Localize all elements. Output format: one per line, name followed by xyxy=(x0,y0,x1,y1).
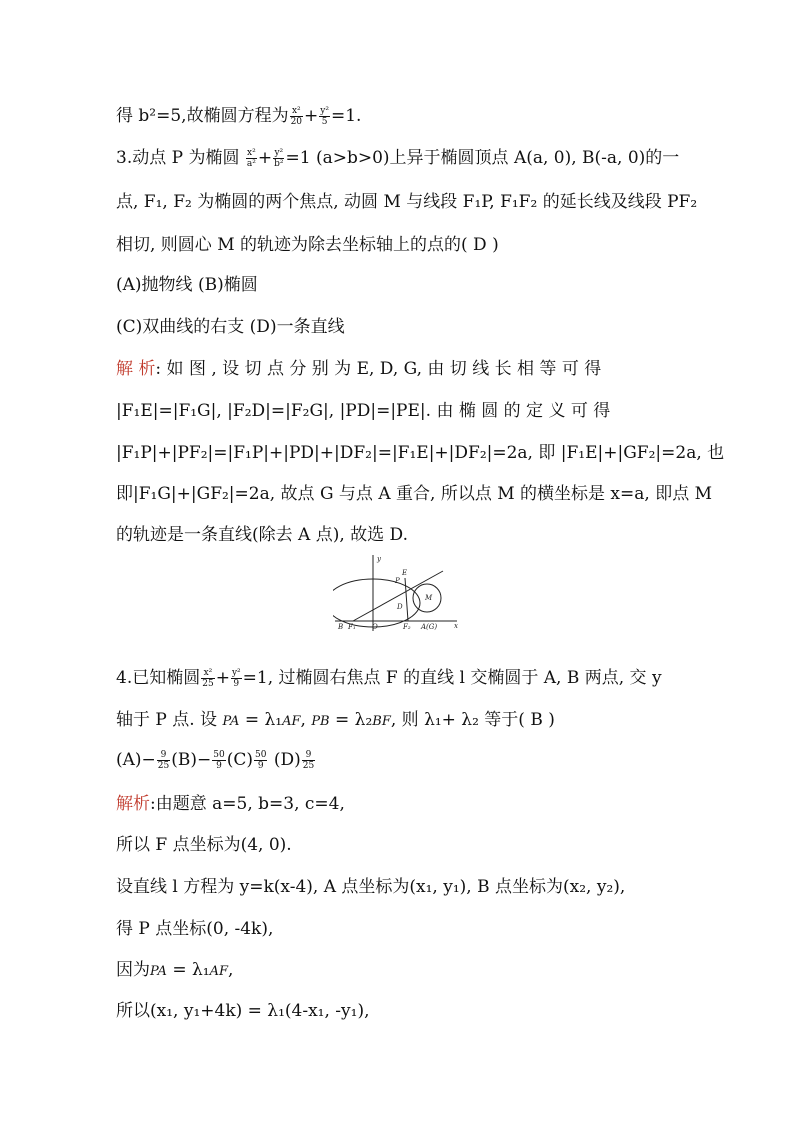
label-m: M xyxy=(425,594,433,602)
line-1: 得 b²=5,故椭圆方程为 $\frac{\text{x²}}{20}$ + $\frac{\text{y²}}{5}$ =1. xyxy=(116,106,362,127)
fraction: $\frac{50}{9}$ xyxy=(255,750,267,771)
fraction: $\frac{\text{y²}}{5}$ xyxy=(320,106,329,127)
solution-label: 解 析 xyxy=(116,359,156,379)
solution-line-3: |F₁P|+|PF₂|=|F₁P|+|PD|+|DF₂|=|F₁E|+|DF₂|=2a, 即 |F₁E|+|GF₂|=2a, 也 xyxy=(116,443,725,463)
solution-line-4: 即|F₁G|+|GF₂|=2a, 故点 G 与点 A 重合, 所以点 M 的横坐标是 x=a, 即点 M xyxy=(116,484,713,504)
line-pf2 xyxy=(405,578,408,621)
label-f1: F₁ xyxy=(348,623,356,631)
label-e: E xyxy=(402,569,408,577)
solution-4-line-1: 解析:由题意 a=5, b=3, c=4, xyxy=(116,794,345,814)
fraction: $\frac{9}{25}$ xyxy=(157,750,170,771)
vector-pa: PA xyxy=(222,714,240,729)
fraction: $\frac{\text{x²}}{\text{a²}}$ xyxy=(246,148,256,169)
text: 得 b²=5,故椭圆方程为 xyxy=(116,106,289,126)
fraction: $\frac{\text{x²}}{25}$ xyxy=(202,668,214,689)
solution-4-line-2: 所以 F 点坐标为(4, 0). xyxy=(116,835,292,855)
question-4-options: (A)− $\frac{9}{25}$ (B)− $\frac{50}{9}$ (C) $\frac{50}{9}$ (D) $\frac{9}{25}$ xyxy=(116,750,315,771)
solution-4-line-5: 因为PA = λ₁AF, xyxy=(116,960,234,980)
question-3-line-2: 点, F₁, F₂ 为椭圆的两个焦点, 动圆 M 与线段 F₁P, F₁F₂ 的延长线及线段 PF₂ xyxy=(116,192,698,212)
question-3-line-3: 相切, 则圆心 M 的轨迹为除去坐标轴上的点的( D ) xyxy=(116,235,499,255)
solution-line-2: |F₁E|=|F₁G|, |F₂D|=|F₂G|, |PD|=|PE|. 由 椭 圆 的 定 义 可 得 xyxy=(116,401,611,421)
vector-af: AF xyxy=(209,964,229,979)
label-y: y xyxy=(377,555,381,563)
vector-bf: BF xyxy=(372,714,391,729)
solution-line-5: 的轨迹是一条直线(除去 A 点), 故选 D. xyxy=(116,525,408,545)
label-x: x xyxy=(454,622,458,630)
options-ab: (A)抛物线 (B)椭圆 xyxy=(116,275,258,295)
solution-label: 解析 xyxy=(116,794,150,814)
question-3-stem: 3.动点 P 为椭圆 $\frac{\text{x²}}{\text{a²}}$ + $\frac{\text{y²}}{\text{b²}}$ =1 (a>b>0)上异于椭圆顶点 A(a, 0), B(-a, 0)的一 xyxy=(116,148,680,169)
question-4-line-2: 轴于 P 点. 设 PA = λ₁AF, PB = λ₂BF, 则 λ₁+ λ₂ 等于( B ) xyxy=(116,710,555,730)
fraction: $\frac{50}{9}$ xyxy=(213,750,225,771)
solution-4-line-4: 得 P 点坐标(0, -4k), xyxy=(116,919,274,939)
solution-4-line-6: 所以(x₁, y₁+4k) = λ₁(4-x₁, -y₁), xyxy=(116,1001,370,1021)
label-d: D xyxy=(397,603,403,611)
fraction: $\frac{9}{25}$ xyxy=(302,750,315,771)
label-o: O xyxy=(372,623,378,631)
label-f2: F₂ xyxy=(403,623,411,631)
solution-line-1: 解 析: 如 图 , 设 切 点 分 别 为 E, D, G, 由 切 线 长 相 等 可 得 xyxy=(116,359,602,379)
fraction: $\frac{\text{x²}}{20}$ xyxy=(290,106,303,127)
solution-4-line-3: 设直线 l 方程为 y=k(x-4), A 点坐标为(x₁, y₁), B 点坐标为(x₂, y₂), xyxy=(116,877,626,897)
vector-af: AF xyxy=(282,714,301,729)
label-p: P xyxy=(395,577,400,585)
fraction: $\frac{\text{y²}}{9}$ xyxy=(231,668,241,689)
ellipse-figure xyxy=(333,553,463,633)
vector-pa: PA xyxy=(150,964,167,979)
vector-pb: PB xyxy=(311,714,330,729)
options-cd: (C)双曲线的右支 (D)一条直线 xyxy=(116,317,345,337)
fraction: $\frac{\text{y²}}{\text{b²}}$ xyxy=(274,148,284,169)
label-b: B xyxy=(338,623,344,631)
label-ag: A(G) xyxy=(421,623,438,631)
question-4-stem: 4.已知椭圆 $\frac{\text{x²}}{25}$ + $\frac{\text{y²}}{9}$ =1, 过椭圆右焦点 F 的直线 l 交椭圆于 A, B 两点, 交 y xyxy=(116,668,662,689)
